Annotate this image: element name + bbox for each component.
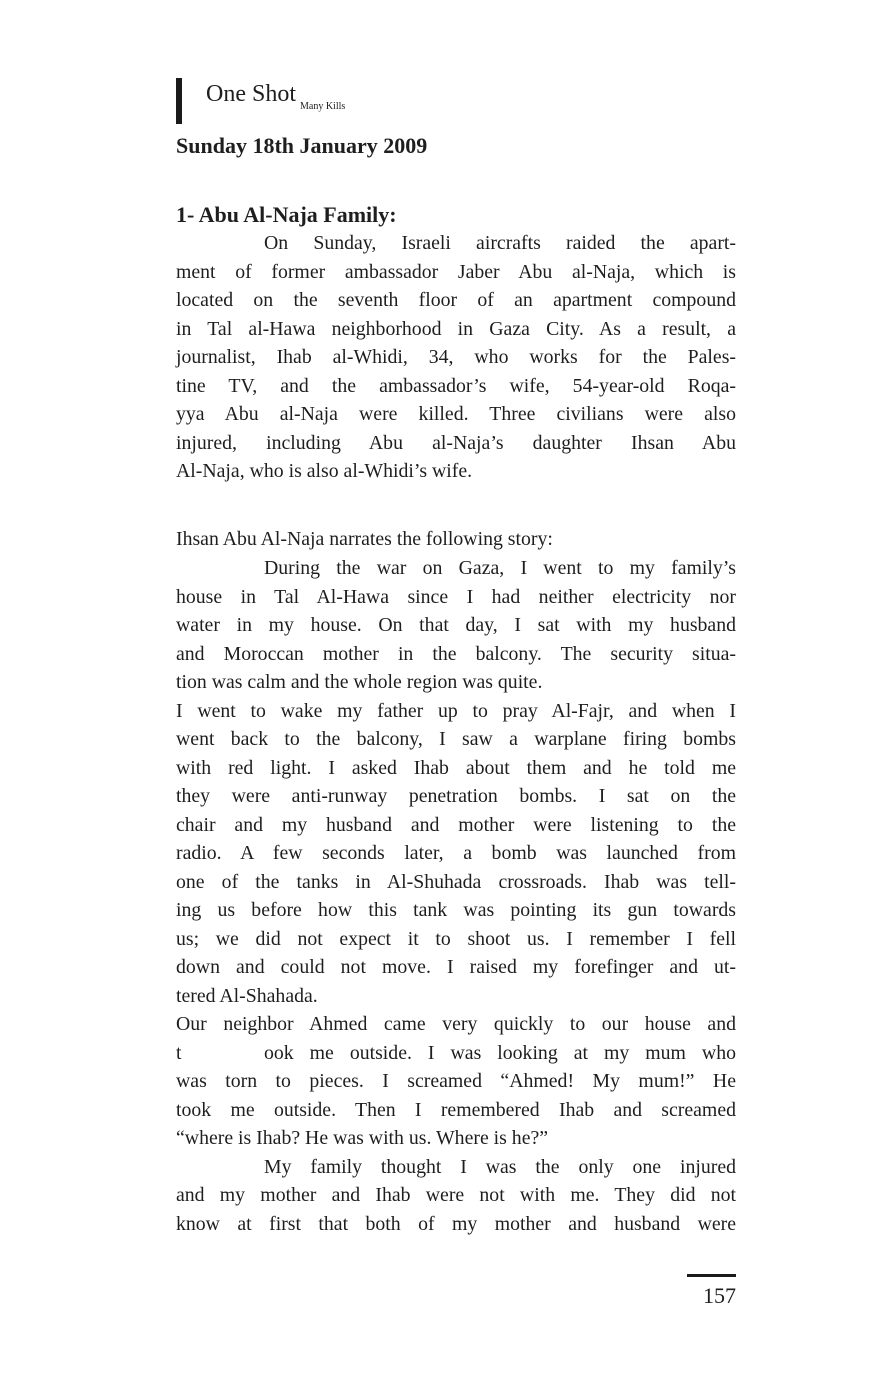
text-line: injured, including Abu al-Naja’s daughter Ihsan Abu [176, 431, 736, 454]
book-title-text: One Shot [206, 81, 296, 107]
text-line: with red light. I asked Ihab about them and he told me [176, 756, 736, 779]
text-line: and Moroccan mother in the balcony. The security situa- [176, 642, 736, 665]
text-line: Our neighbor Ahmed came very quickly to our house and [176, 1013, 736, 1035]
book-title [206, 80, 345, 121]
text-line: down and could not move. I raised my forefinger and ut- [176, 956, 736, 978]
narrator-intro [176, 525, 736, 554]
page-number: 157 [703, 1283, 736, 1308]
running-header [176, 76, 576, 126]
text-line-split [176, 1039, 736, 1068]
text-line: house in Tal Al-Hawa since I had neither electricity nor [176, 585, 736, 608]
text-line: in Tal al-Hawa neighborhood in Gaza City. As a result, a [176, 317, 736, 340]
text-line: I went to wake my father up to pray Al-Fajr, and when I [176, 699, 736, 722]
text-line: and my mother and Ihab were not with me. They did not [176, 1184, 736, 1206]
text-line: us; we did not expect it to shoot us. I remember I fell [176, 927, 736, 950]
text-line: My family thought I was the only one injured [264, 1155, 736, 1178]
text-line: tion was calm and the whole region was quite. [176, 671, 543, 693]
text-line: Ihsan Abu Al-Naja narrates the following story: [176, 528, 553, 550]
date-heading: Sunday 18th January 2009 [176, 133, 428, 158]
footer-rule [687, 1274, 736, 1277]
text-line: ment of former ambassador Jaber Abu al-Naja, which is [176, 260, 736, 283]
text-line: located on the seventh floor of an apartment compound [176, 289, 736, 311]
text-fragment: t [176, 1041, 182, 1064]
text-line: Al-Naja, who is also al-Whidi’s wife. [176, 460, 473, 482]
text-line: radio. A few seconds later, a bomb was launched from [176, 842, 736, 864]
paragraph-1 [176, 229, 736, 486]
header-bar [176, 78, 182, 124]
text-line: ing us before how this tank was pointing its gun towards [176, 899, 736, 921]
story-text [176, 554, 736, 1238]
text-line: one of the tanks in Al-Shuhada crossroads. Ihab was tell- [176, 870, 736, 893]
book-subtitle: Many Kills [300, 101, 346, 112]
text-line: yya Abu al-Naja were killed. Three civilians were also [176, 403, 736, 425]
text-line: tered Al-Shahada. [176, 984, 318, 1007]
text-line: During the war on Gaza, I went to my family’s [264, 557, 736, 579]
text-line: “where is Ihab? He was with us. Where is he?” [176, 1127, 549, 1149]
text-line: journalist, Ihab al-Whidi, 34, who works for the Pales- [176, 346, 736, 368]
text-line: was torn to pieces. I screamed “Ahmed! My mum!” He [176, 1070, 736, 1092]
text-line: water in my house. On that day, I sat with my husband [176, 614, 736, 636]
text-fragment: ook me outside. I was looking at my mum who [264, 1041, 736, 1064]
text-line: chair and my husband and mother were listening to the [176, 813, 736, 836]
text-line: tine TV, and the ambassador’s wife, 54-year-old Roqa- [176, 374, 736, 397]
text-line: know at first that both of my mother and husband were [176, 1212, 736, 1235]
text-line: took me outside. Then I remembered Ihab and screamed [176, 1098, 736, 1121]
text-line: they were anti-runway penetration bombs. I sat on the [176, 785, 736, 807]
text-line: On Sunday, Israeli aircrafts raided the apart- [264, 232, 736, 254]
section-heading: 1- Abu Al-Naja Family: [176, 202, 397, 227]
text-line: went back to the balcony, I saw a warplane firing bombs [176, 728, 736, 750]
